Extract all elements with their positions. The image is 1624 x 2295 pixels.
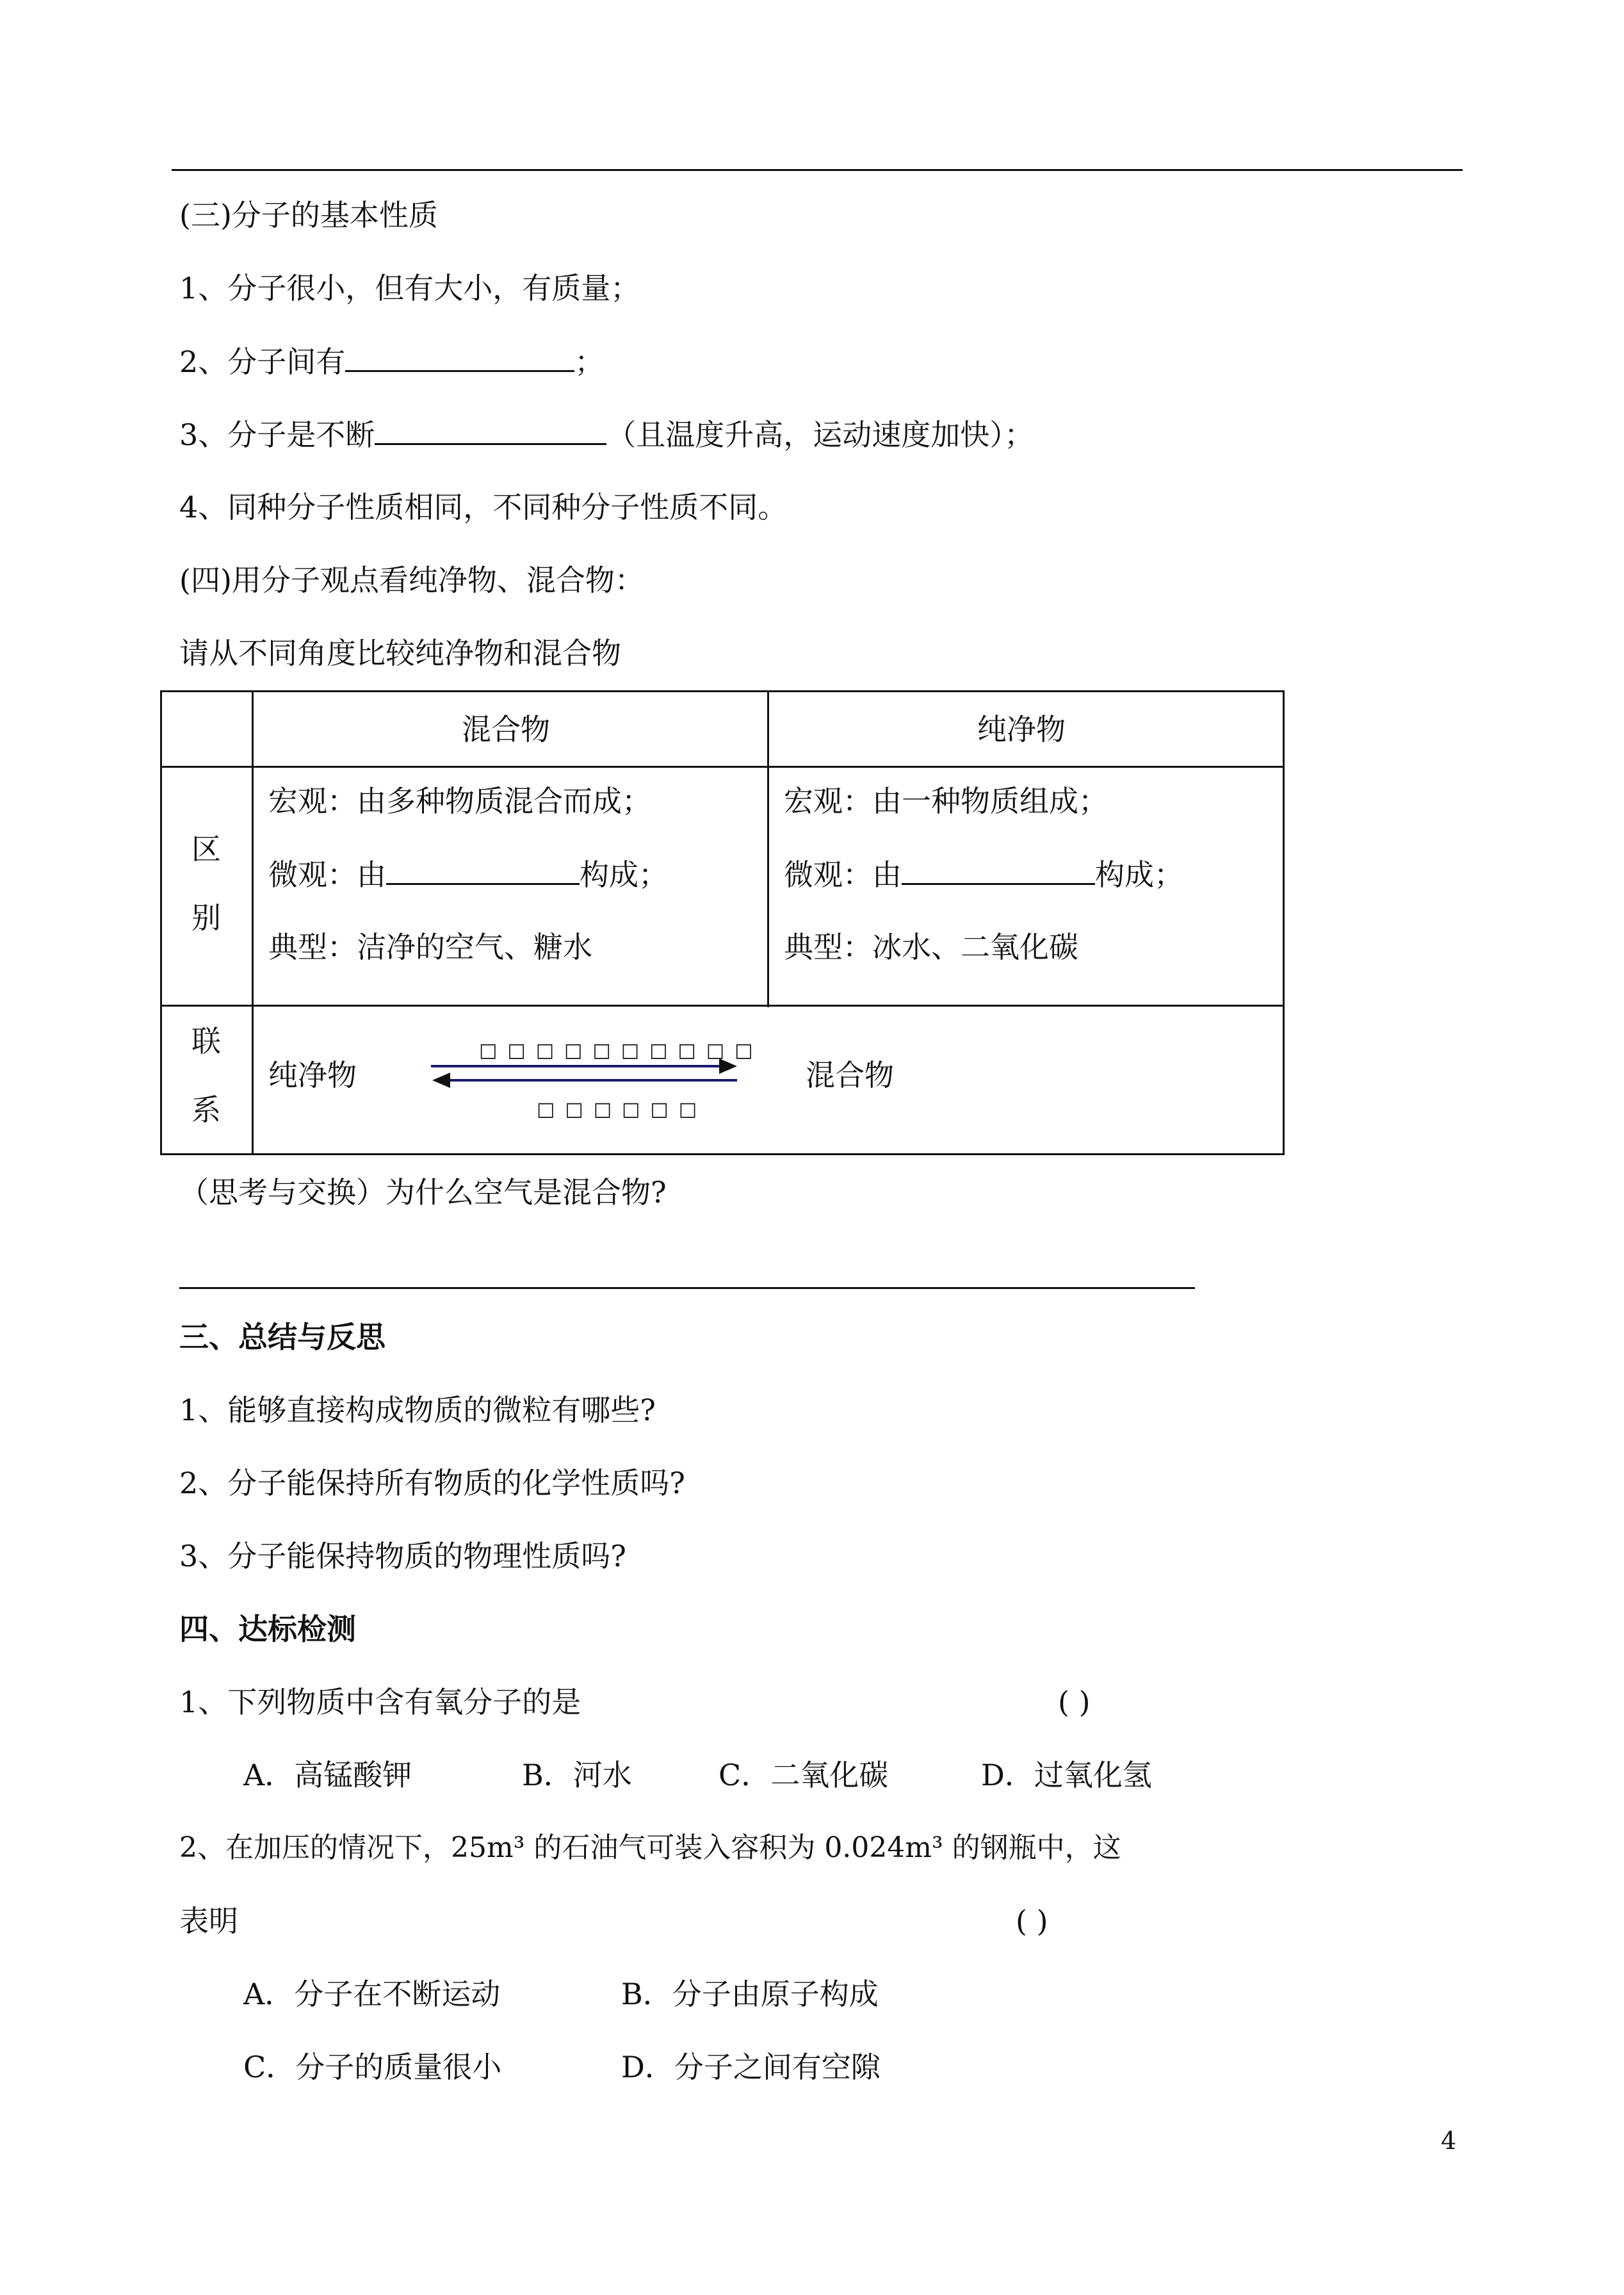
test-q1-option-c: C．二氧化碳 — [719, 1758, 889, 1792]
table-col-divider-2 — [767, 692, 769, 1007]
section4-intro: 请从不同角度比较纯净物和混合物 — [179, 636, 621, 670]
test-q1-option-a: A．高锰酸钾 — [243, 1758, 412, 1792]
table-col-divider-1 — [252, 692, 254, 1153]
test-q1-answer-paren: ( ) — [1058, 1685, 1091, 1719]
mixture-micro — [268, 855, 668, 894]
summary-q2: 2、分子能保持所有物质的化学性质吗? — [179, 1466, 685, 1500]
test-q2-option-a: A．分子在不断运动 — [243, 1977, 501, 2011]
page-number: 4 — [1441, 2127, 1457, 2155]
pure-micro — [784, 855, 1183, 894]
link-pure-label: 纯净物 — [268, 1058, 357, 1092]
mixture-micro-prefix: 微观：由 — [268, 857, 386, 892]
mixture-micro-blank — [386, 855, 580, 885]
arrow-top-label: □□□□□□□□□□ — [479, 1039, 763, 1062]
test-q1: 1、下列物质中含有氧分子的是 — [179, 1685, 581, 1719]
arrow-bottom-label: □□□□□□ — [537, 1098, 708, 1121]
section4-heading: (四)用分子观点看纯净物、混合物： — [179, 563, 644, 597]
think-question: （思考与交换）为什么空气是混合物? — [179, 1175, 667, 1210]
test-q2-line2: 表明 — [179, 1904, 238, 1938]
conversion-arrows — [431, 1055, 738, 1093]
property-2-blank — [345, 342, 574, 372]
property-3-blank — [375, 415, 606, 445]
property-3-suffix: （且温度升高，运动速度加快）； — [606, 418, 1034, 452]
section3-heading: (三)分子的基本性质 — [179, 198, 438, 232]
header-mixture: 混合物 — [462, 712, 550, 747]
table-row-divider-2 — [162, 1005, 1283, 1007]
row-label-diff-2: 别 — [191, 900, 221, 935]
row-label-diff-1: 区 — [191, 832, 221, 866]
pure-micro-blank — [902, 855, 1095, 885]
test-q2-answer-paren: ( ) — [1016, 1904, 1048, 1938]
comparison-table — [160, 690, 1285, 1155]
property-2-suffix: ； — [574, 345, 605, 379]
property-2 — [179, 342, 604, 381]
property-1: 1、分子很小，但有大小，有质量； — [179, 271, 640, 305]
test-q2-option-d: D．分子之间有空隙 — [621, 2050, 881, 2084]
header-rule — [172, 169, 1463, 171]
property-3 — [179, 415, 1034, 454]
test-q1-option-b: B．河水 — [522, 1758, 632, 1792]
test-q2-option-c: C．分子的质量很小 — [243, 2050, 502, 2084]
test-heading: 四、达标检测 — [179, 1612, 356, 1646]
mixture-example: 典型：洁净的空气、糖水 — [268, 930, 592, 964]
mixture-micro-suffix: 构成； — [580, 857, 668, 892]
mixture-macro: 宏观：由多种物质混合而成； — [268, 784, 651, 818]
pure-macro: 宏观：由一种物质组成； — [784, 784, 1108, 818]
test-q2-option-b: B．分子由原子构成 — [621, 1977, 879, 2011]
answer-line — [179, 1287, 1195, 1289]
test-q2-line1: 2、在加压的情况下，25m³ 的石油气可装入容积为 0.024m³ 的钢瓶中，这 — [179, 1831, 1121, 1864]
pure-micro-suffix: 构成； — [1095, 857, 1183, 892]
pure-example: 典型：冰水、二氧化碳 — [784, 930, 1078, 964]
summary-q3: 3、分子能保持物质的物理性质吗? — [179, 1539, 626, 1573]
row-label-link-1: 联 — [191, 1024, 221, 1058]
row-label-link-2: 系 — [191, 1092, 221, 1127]
header-pure: 纯净物 — [977, 712, 1066, 747]
table-row-divider-1 — [162, 766, 1283, 768]
test-q1-option-d: D．过氧化氢 — [981, 1758, 1152, 1792]
summary-q1: 1、能够直接构成物质的微粒有哪些? — [179, 1393, 656, 1427]
property-4: 4、同种分子性质相同，不同种分子性质不同。 — [179, 490, 788, 524]
link-mixture-label: 混合物 — [806, 1058, 894, 1092]
summary-heading: 三、总结与反思 — [179, 1320, 386, 1354]
property-2-prefix: 2、分子间有 — [179, 345, 346, 379]
property-3-prefix: 3、分子是不断 — [179, 418, 375, 452]
pure-micro-prefix: 微观：由 — [784, 857, 902, 892]
